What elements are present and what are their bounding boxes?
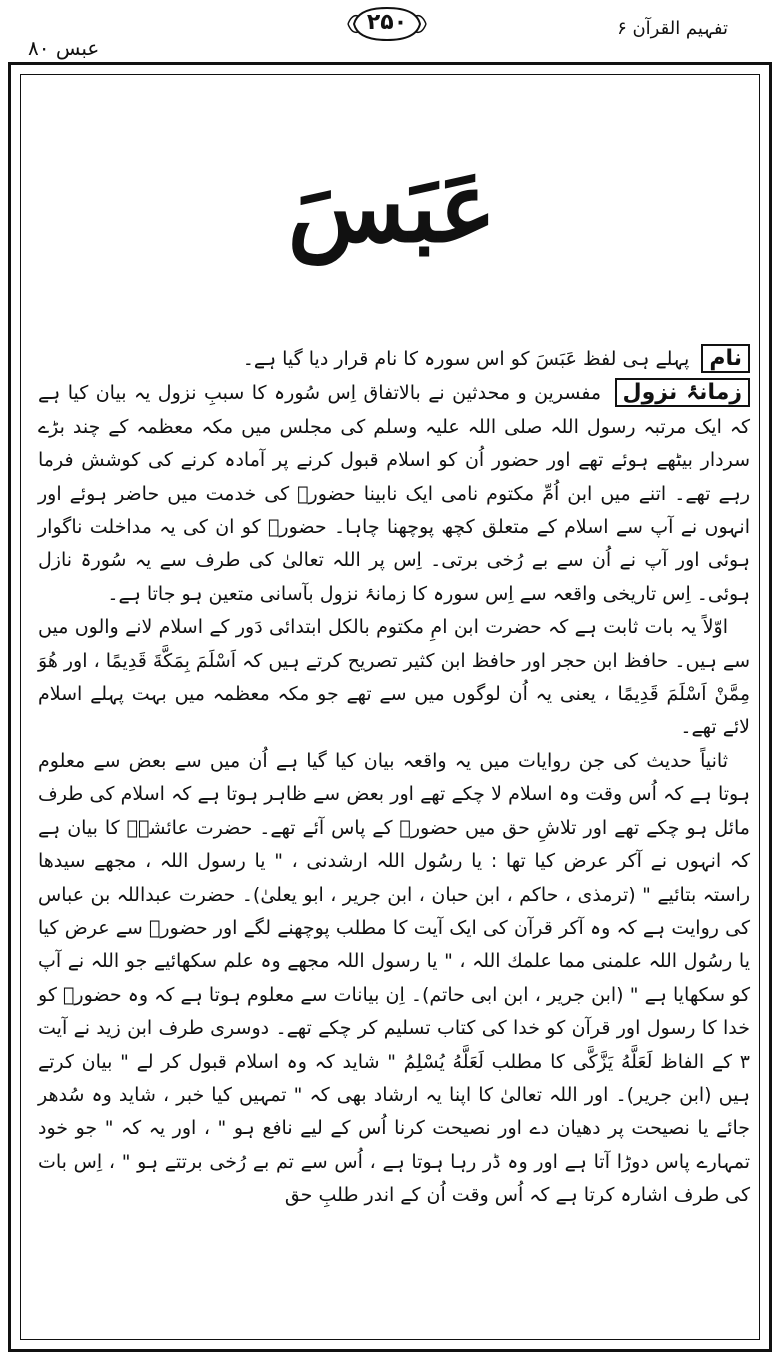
section-name [38, 342, 750, 376]
surah-reference: عبس ۸۰ [28, 36, 100, 60]
paragraph-text: ثانیاً حدیث کی جن روایات میں یہ واقعہ بیان کیا گیا ہے اُن میں سے بعض سے معلوم ہوتا ہے کہ اُس وقت وہ اسلام لا چکے تھے اور بعض سے ظاہر ہوتا ہے کہ اسلام کی طرف مائل ہو چکے تھے اور تلاشِ حق میں حضورؐ کے پاس آئے تھے۔ حضرت عائشہؓ کا بیان ہے کہ انہوں نے آکر عرض کیا تھا : یا رسُول اللہ ارشدنی ، " یا رسول اللہ ، مجھے سیدھا راستہ بتائیے " (ترمذی ، حاکم ، ابن حبان ، ابن جریر ، ابو یعلیٰ)۔ حضرت عبداللہ بن عباس کی روایت ہے کہ وہ آکر قرآن کی ایک آیت کا مطلب پوچھنے لگے اور حضورؐ سے عرض کیا یا رسُول اللہ علمنی مما علمك اللہ ، " یا رسول اللہ مجھے وہ علم سکھائیے جو اللہ نے آپ کو سکھایا ہے " (ابن جریر ، ابن ابی حاتم)۔ اِن بیانات سے معلوم ہوتا ہے کہ وہ حضورؐ کو خدا کا رسول اور قرآن کو خدا کی کتاب تسلیم کر چکے تھے۔ دوسری طرف ابن زید نے آیت ۳ کے الفاظ لَعَلَّهُ يَزَّكَّى کا مطلب لَعَلَّهُ يُسْلِمُ " شاید کہ وہ اسلام قبول کر لے " بیان کرتے ہیں (ابن جریر)۔ اور اللہ تعالیٰ کا اپنا یہ ارشاد بھی کہ " تمہیں کیا خبر ، شاید وہ سُدھر جائے یا نصیحت پر دھیان دے اور نصیحت کرنا اُس کے لیے نافع ہو " ، اور یہ کہ " جو خود تمہارے پاس دوڑا آتا ہے اور وہ ڈر رہا ہوتا ہے ، اُس سے تم بے رُخی برتتے ہو " ، اِس بات کی طرف اشارہ کرتا ہے کہ اُس وقت اُن کے اندر طلبِ حق [38, 749, 750, 1207]
section-revelation-period [38, 376, 750, 611]
surah-title: عَبَسَ [287, 151, 497, 264]
paragraph [38, 745, 750, 1213]
section-label-revelation: زمانۂ نزول [615, 378, 750, 407]
paragraph [38, 611, 750, 745]
section-label-name: نام [701, 344, 750, 373]
page-number: ۲۵۰ [366, 10, 408, 35]
body-text [38, 342, 750, 1213]
section-text-revelation: مفسرین و محدثین نے بالاتفاق اِس سُورہ کا سببِ نزول یہ بیان کیا ہے کہ ایک مرتبہ رسول اللہ صلی اللہ علیہ وسلم کی مجلس میں مکہ معظمہ کے چند بڑے سردار بیٹھے ہوئے تھے اور حضور اُن کو اسلام قبول کرنے پر آمادہ کرنے کی کوشش فرما رہے تھے۔ اتنے میں ابن اُمِّ مکتوم نامی ایک نابینا حضورؐ کی خدمت میں حاضر ہوئے اور انہوں نے آپ سے اسلام کے متعلق کچھ پوچھنا چاہا۔ حضورؐ کو ان کی یہ مداخلت ناگوار ہوئی اور آپ نے اُن سے بے رُخی برتی۔ اِس پر اللہ تعالیٰ کی طرف سے یہ سُورۃ نازل ہوئی۔ اِس تاریخی واقعہ سے اِس سورہ کا زمانۂ نزول بآسانی متعین ہو جاتا ہے۔ [38, 382, 750, 605]
surah-title-block [0, 150, 784, 265]
paragraph-text: اوّلاً یہ بات ثابت ہے کہ حضرت ابن امِ مکتوم بالکل ابتدائی دَور کے اسلام لانے والوں میں سے ہیں۔ حافظ ابن حجر اور حافظ ابن کثیر تصریح کرتے ہیں کہ اَسْلَمَ بِمَكَّةَ قَدِيمًا ، اور هُوَ مِمَّنْ اَسْلَمَ قَدِيمًا ، یعنی یہ اُن لوگوں میں سے تھے جو مکہ معظمہ میں بہت پہلے اسلام لائے تھے۔ [38, 616, 750, 739]
running-title: تفہیم القرآن ۶ [617, 18, 728, 39]
section-text-name: پہلے ہی لفظ عَبَسَ کو اس سورہ کا نام قرار دیا گیا ہے۔ [242, 348, 690, 370]
page-number-ornament [344, 4, 430, 44]
page-header [0, 0, 784, 62]
